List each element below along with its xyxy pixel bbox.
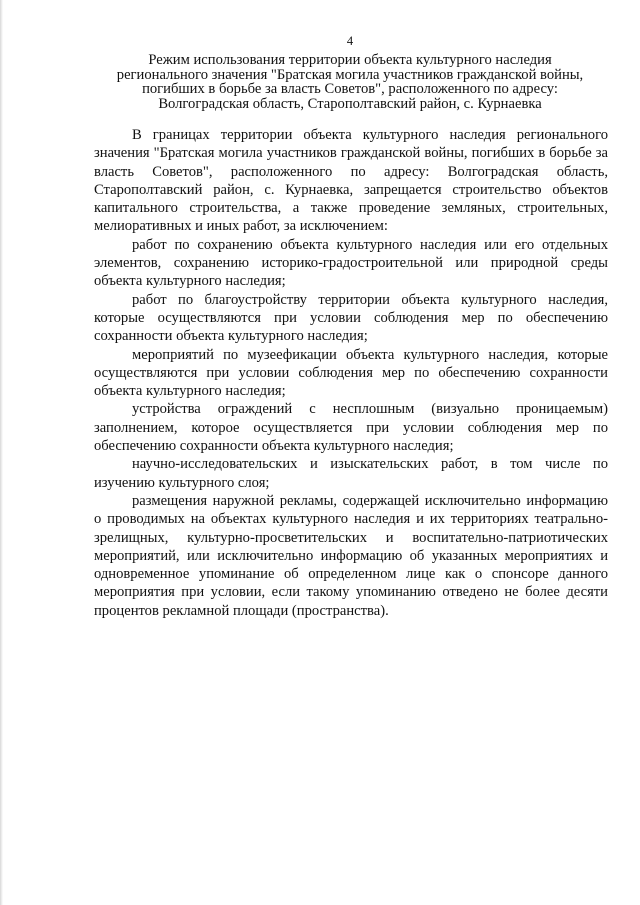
title-line-4: Волгоградская область, Старополтавский район, с. Курнаевка bbox=[158, 95, 542, 112]
exception-item: мероприятий по музеефикации объекта культурного наследия, которые осуществляются при условии соблюдения мер по обеспечению сохранности объекта культурного наследия; bbox=[94, 346, 608, 400]
page-number: 4 bbox=[346, 34, 354, 48]
exception-item: устройства ограждений с несплошным (визуально проницаемым) заполнением, которое осуществляется при условии соблюдения мер по обеспечению сохранности объекта культурного наследия; bbox=[94, 401, 608, 455]
exception-item: работ по сохранению объекта культурного наследия или его отдельных элементов, сохранению историко-градостроительной или природной среды объекта культурного наследия; bbox=[94, 236, 608, 290]
title-line-3: погибших в борьбе за власть Советов", расположенного по адресу: bbox=[142, 81, 558, 98]
document-title bbox=[80, 53, 620, 111]
exception-item: размещения наружной рекламы, содержащей исключительно информацию о проводимых на объектах культурного наследия и их территориях театрально-зрелищных, культурно-просветительских и воспитательно-патриотических мероприятий, или исключительно информацию об указанных мероприятиях и одновременное упоминание об определенном лице как о спонсоре данного мероприятия при условии, если такому упоминанию отведено не более десяти процентов рекламной площади (пространства). bbox=[94, 492, 608, 619]
exception-item: работ по благоустройству территории объекта культурного наследия, которые осуществляются при условии соблюдения мер по обеспечению сохранности объекта культурного наследия; bbox=[94, 291, 608, 345]
title-line-2: регионального значения "Братская могила участников гражданской войны, bbox=[116, 66, 584, 83]
exception-item: научно-исследовательских и изыскательских работ, в том числе по изучению культурного слоя; bbox=[94, 456, 608, 491]
title-line-1: Режим использования территории объекта культурного наследия bbox=[148, 52, 552, 68]
scan-edge-shadow bbox=[0, 0, 3, 905]
document-body bbox=[94, 126, 608, 620]
intro-paragraph: В границах территории объекта культурного наследия регионального значения "Братская могила участников гражданской войны, погибших в борьбе за власть Советов", расположенного по адресу: Волгоградская область, Старополтавский район, с. Курнаевка, запрещается строительство объектов капитального строительства, а также проведение земляных, строительных, мелиоративных и иных работ, за исключением: bbox=[94, 127, 608, 235]
